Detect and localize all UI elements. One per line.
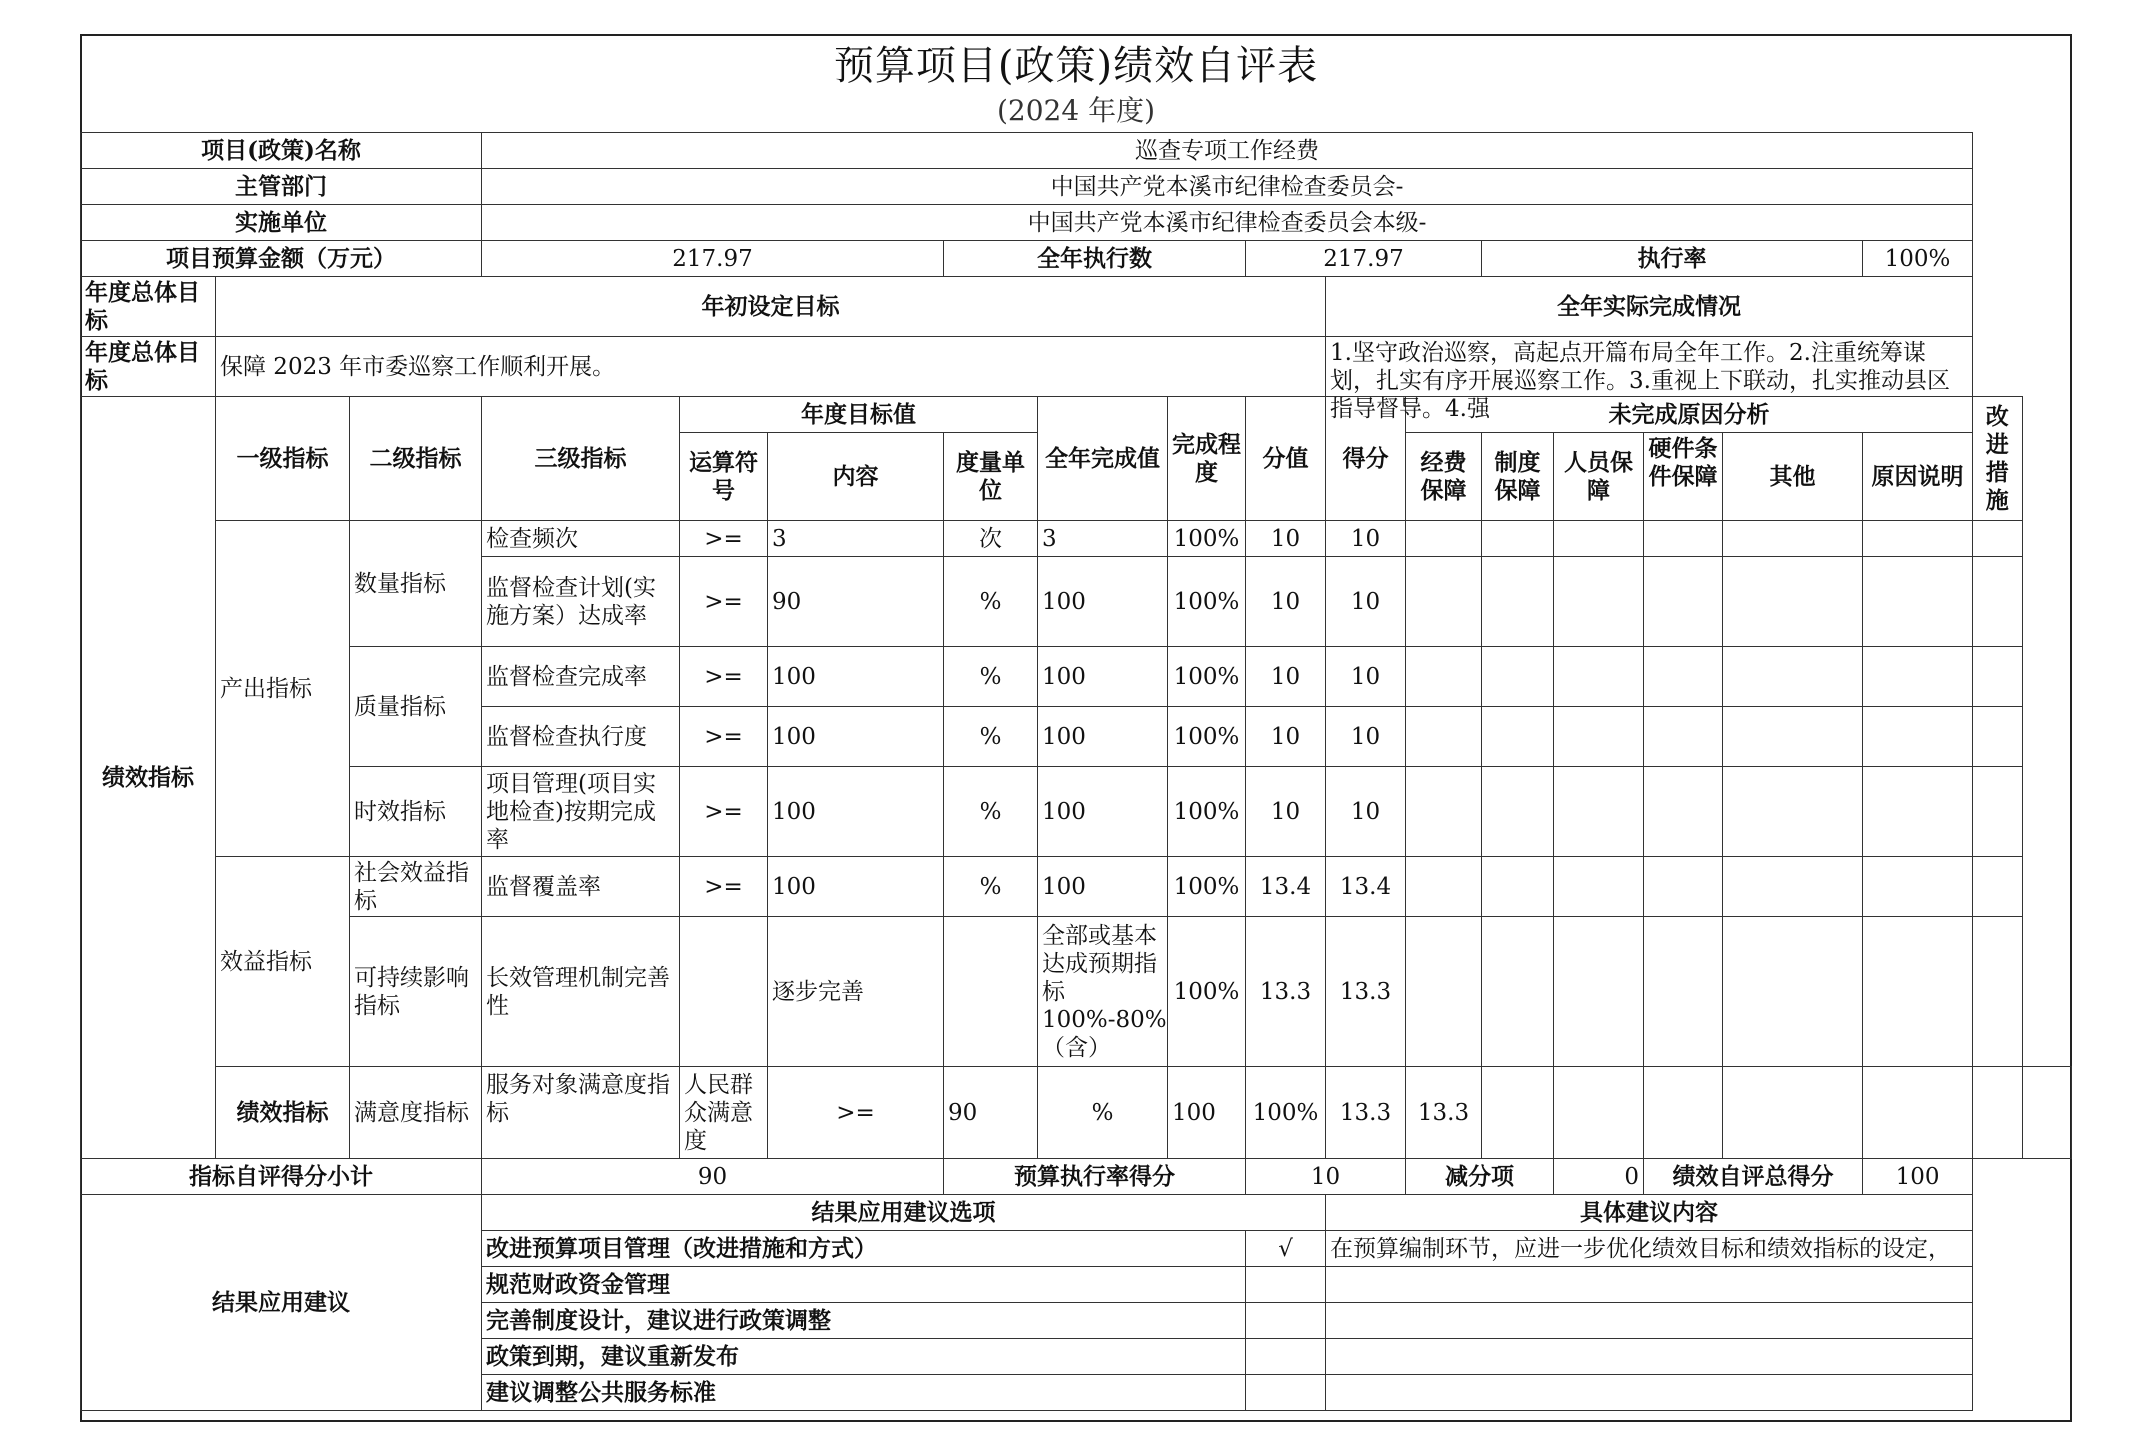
indicator-operator bbox=[680, 917, 768, 1067]
project-name-label: 项目(政策)名称 bbox=[81, 133, 482, 169]
empty-cell bbox=[1863, 647, 1973, 707]
indicator-completion: 100% bbox=[1168, 707, 1246, 767]
empty-cell bbox=[1406, 707, 1482, 767]
indicator-content: 90 bbox=[944, 1067, 1038, 1159]
indicator-content: 逐步完善 bbox=[768, 917, 944, 1067]
indicator-score: 13.3 bbox=[1326, 917, 1406, 1067]
empty-cell bbox=[1554, 767, 1644, 857]
suggestion-detail-header: 具体建议内容 bbox=[1326, 1195, 1973, 1231]
indicator-value: 13.3 bbox=[1326, 1067, 1406, 1159]
empty-cell bbox=[1973, 767, 2022, 857]
budget-score-value: 10 bbox=[1246, 1159, 1406, 1195]
perf-indicator-label-2: 绩效指标 bbox=[216, 1067, 350, 1159]
empty-cell bbox=[1406, 857, 1482, 917]
suggestion-detail: 在预算编制环节，应进一步优化绩效目标和绩效指标的设定， bbox=[1326, 1231, 1973, 1267]
indicator-score: 10 bbox=[1326, 647, 1406, 707]
empty-cell bbox=[1554, 647, 1644, 707]
empty-cell bbox=[1554, 1067, 1644, 1159]
form-year: (2024 年度) bbox=[996, 94, 1155, 127]
indicator-name: 项目管理(项目实地检查)按期完成率 bbox=[486, 770, 656, 853]
indicator-name: 监督检查完成率 bbox=[482, 647, 680, 707]
empty-cell bbox=[1863, 1067, 1973, 1159]
indicator-name-cell bbox=[482, 767, 680, 857]
timeliness-indicator-label: 时效指标 bbox=[350, 767, 482, 857]
benefit-indicator-label: 效益指标 bbox=[216, 857, 350, 1067]
indicator-content: 100 bbox=[768, 707, 944, 767]
indicator-actual: 100 bbox=[1168, 1067, 1246, 1159]
actual-goal-header: 全年实际完成情况 bbox=[1326, 277, 1973, 337]
goal-row-label bbox=[81, 337, 216, 397]
indicator-completion: 100% bbox=[1168, 521, 1246, 557]
actual-goal-text: 1.坚守政治巡察，高起点开篇布局全年工作。2.注重统筹谋划，扎实有序开展巡察工作。3.重视上下联动，扎实推动县区指导督导。4.强 bbox=[1330, 339, 1950, 422]
indicator-actual-cell bbox=[1038, 917, 1168, 1067]
rate-label: 执行率 bbox=[1482, 241, 1863, 277]
reason-hardware-text: 硬件条件保障 bbox=[1648, 434, 1718, 490]
suggestion-detail bbox=[1326, 1375, 1973, 1411]
empty-cell bbox=[1482, 1067, 1554, 1159]
empty-cell bbox=[1973, 647, 2022, 707]
exec-value: 217.97 bbox=[1246, 241, 1482, 277]
empty-cell bbox=[1482, 647, 1554, 707]
reason-staff-header: 人员保障 bbox=[1554, 433, 1644, 521]
empty-cell bbox=[1863, 557, 1973, 647]
unit-header: 度量单位 bbox=[944, 433, 1038, 521]
empty-cell bbox=[1863, 707, 1973, 767]
indicator-value: 13.3 bbox=[1246, 917, 1326, 1067]
empty-cell bbox=[1644, 857, 1723, 917]
empty-cell bbox=[1554, 857, 1644, 917]
indicator-operator: >= bbox=[768, 1067, 944, 1159]
indicator-unit: % bbox=[944, 647, 1038, 707]
empty-cell bbox=[1406, 767, 1482, 857]
indicator-score: 13.4 bbox=[1326, 857, 1406, 917]
indicator-operator: >= bbox=[680, 557, 768, 647]
empty-cell bbox=[1482, 857, 1554, 917]
unit-value: 中国共产党本溪市纪律检查委员会本级- bbox=[482, 205, 1973, 241]
improvement-header: 改进措施 bbox=[1973, 397, 2022, 521]
empty-cell bbox=[1723, 917, 1863, 1067]
service-indicator-cell bbox=[482, 1067, 680, 1159]
indicator-completion: 100% bbox=[1168, 857, 1246, 917]
empty-cell bbox=[1723, 767, 1863, 857]
empty-cell bbox=[1482, 557, 1554, 647]
indicator-actual: 100 bbox=[1038, 647, 1168, 707]
level3-header: 三级指标 bbox=[482, 397, 680, 521]
empty-cell bbox=[1482, 707, 1554, 767]
indicator-completion: 100% bbox=[1168, 557, 1246, 647]
budget-score-label: 预算执行率得分 bbox=[944, 1159, 1246, 1195]
content-header: 内容 bbox=[768, 433, 944, 521]
indicator-score: 10 bbox=[1326, 521, 1406, 557]
satisfaction-indicator-label: 满意度指标 bbox=[350, 1067, 482, 1159]
indicator-score: 10 bbox=[1326, 707, 1406, 767]
indicator-unit: % bbox=[944, 857, 1038, 917]
level2-header: 二级指标 bbox=[350, 397, 482, 521]
empty-cell bbox=[1973, 857, 2022, 917]
empty-cell bbox=[1482, 767, 1554, 857]
indicator-unit: % bbox=[944, 557, 1038, 647]
indicator-value: 13.4 bbox=[1246, 857, 1326, 917]
empty-cell bbox=[1723, 557, 1863, 647]
indicator-value: 10 bbox=[1246, 557, 1326, 647]
goal-header-label bbox=[81, 277, 216, 337]
project-name-value: 巡查专项工作经费 bbox=[482, 133, 1973, 169]
empty-cell bbox=[1644, 917, 1723, 1067]
indicator-value: 10 bbox=[1246, 647, 1326, 707]
deduct-label: 减分项 bbox=[1406, 1159, 1554, 1195]
subtotal-value: 90 bbox=[482, 1159, 944, 1195]
indicator-actual: 100 bbox=[1038, 707, 1168, 767]
indicator-name: 监督检查计划(实施方案）达成率 bbox=[482, 557, 680, 647]
empty-cell bbox=[1973, 521, 2022, 557]
empty-cell bbox=[1973, 917, 2022, 1067]
suggestion-checkbox[interactable] bbox=[1246, 1303, 1326, 1339]
empty-cell bbox=[1644, 647, 1723, 707]
suggestion-option: 完善制度设计，建议进行政策调整 bbox=[482, 1303, 1246, 1339]
empty-cell bbox=[1644, 557, 1723, 647]
indicator-value: 10 bbox=[1246, 767, 1326, 857]
reason-desc-header: 原因说明 bbox=[1863, 433, 1973, 521]
quantity-indicator-label: 数量指标 bbox=[350, 521, 482, 647]
indicator-content: 100 bbox=[768, 767, 944, 857]
reason-system-header: 制度保障 bbox=[1482, 433, 1554, 521]
total-score-label: 绩效自评总得分 bbox=[1644, 1159, 1863, 1195]
reason-analysis-header: 未完成原因分析 bbox=[1406, 397, 1973, 433]
subtotal-label: 指标自评得分小计 bbox=[81, 1159, 482, 1195]
suggestion-options-header: 结果应用建议选项 bbox=[482, 1195, 1326, 1231]
indicator-score: 13.3 bbox=[1406, 1067, 1482, 1159]
suggestion-detail bbox=[1326, 1339, 1973, 1375]
indicator-actual: 3 bbox=[1038, 521, 1168, 557]
indicator-operator: >= bbox=[680, 521, 768, 557]
initial-goal-header: 年初设定目标 bbox=[216, 277, 1326, 337]
form-title-block bbox=[80, 34, 2072, 132]
indicator-value: 10 bbox=[1246, 707, 1326, 767]
indicator-operator: >= bbox=[680, 707, 768, 767]
completion-header: 完成程度 bbox=[1168, 397, 1246, 521]
reason-other-header: 其他 bbox=[1723, 433, 1863, 521]
empty-cell bbox=[1863, 917, 1973, 1067]
suggestion-option: 规范财政资金管理 bbox=[482, 1267, 1246, 1303]
initial-goal-text: 保障 2023 年市委巡察工作顺利开展。 bbox=[216, 337, 1326, 397]
empty-cell bbox=[1723, 1067, 1863, 1159]
score-header: 得分 bbox=[1326, 397, 1406, 521]
social-indicator-label: 社会效益指标 bbox=[354, 859, 469, 914]
indicator-unit: 次 bbox=[944, 521, 1038, 557]
suggestion-section-label: 结果应用建议 bbox=[81, 1195, 482, 1411]
empty-cell bbox=[1644, 707, 1723, 767]
score-value-header: 分值 bbox=[1246, 397, 1326, 521]
empty-cell bbox=[1723, 521, 1863, 557]
empty-cell bbox=[1406, 647, 1482, 707]
indicator-name: 监督覆盖率 bbox=[482, 857, 680, 917]
indicator-completion: 100% bbox=[1246, 1067, 1326, 1159]
indicator-completion: 100% bbox=[1168, 647, 1246, 707]
indicator-completion: 100% bbox=[1168, 917, 1246, 1067]
empty-cell bbox=[1406, 917, 1482, 1067]
empty-cell bbox=[1723, 857, 1863, 917]
output-indicator-label: 产出指标 bbox=[216, 521, 350, 857]
indicator-score: 10 bbox=[1326, 557, 1406, 647]
suggestion-checkbox[interactable] bbox=[1246, 1339, 1326, 1375]
indicator-content: 100 bbox=[768, 647, 944, 707]
suggestion-detail bbox=[1326, 1303, 1973, 1339]
suggestion-checkbox[interactable] bbox=[1246, 1267, 1326, 1303]
indicator-name: 监督检查执行度 bbox=[482, 707, 680, 767]
empty-cell bbox=[1973, 707, 2022, 767]
budget-label: 项目预算金额（万元） bbox=[81, 241, 482, 277]
indicator-name: 长效管理机制完善性 bbox=[482, 917, 680, 1067]
form-title: 预算项目(政策)绩效自评表 bbox=[833, 43, 1319, 89]
empty-cell bbox=[1554, 917, 1644, 1067]
empty-cell bbox=[1554, 521, 1644, 557]
indicator-score: 10 bbox=[1326, 767, 1406, 857]
indicator-name: 检查频次 bbox=[482, 521, 680, 557]
evaluation-table bbox=[80, 132, 2072, 1411]
indicator-actual: 100 bbox=[1038, 767, 1168, 857]
actual-value-header: 全年完成值 bbox=[1038, 397, 1168, 521]
indicator-unit: % bbox=[944, 767, 1038, 857]
perf-indicator-label: 绩效指标 bbox=[81, 397, 216, 1159]
indicator-operator: >= bbox=[680, 857, 768, 917]
sustain-indicator-label: 可持续影响指标 bbox=[350, 917, 482, 1067]
empty-cell bbox=[1482, 917, 1554, 1067]
empty-cell bbox=[1863, 521, 1973, 557]
empty-cell bbox=[2022, 1067, 2071, 1159]
indicator-unit: % bbox=[1038, 1067, 1168, 1159]
indicator-unit: % bbox=[944, 707, 1038, 767]
indicator-operator: >= bbox=[680, 647, 768, 707]
suggestion-option: 政策到期，建议重新发布 bbox=[482, 1339, 1246, 1375]
quality-indicator-label: 质量指标 bbox=[350, 647, 482, 767]
indicator-content: 100 bbox=[768, 857, 944, 917]
empty-cell bbox=[1863, 767, 1973, 857]
empty-cell bbox=[1406, 557, 1482, 647]
operator-header: 运算符号 bbox=[680, 433, 768, 521]
indicator-actual: 100 bbox=[1038, 857, 1168, 917]
dept-label: 主管部门 bbox=[81, 169, 482, 205]
empty-cell bbox=[1406, 521, 1482, 557]
suggestion-checkbox[interactable]: √ bbox=[1246, 1231, 1326, 1267]
reason-funds-header: 经费保障 bbox=[1406, 433, 1482, 521]
empty-cell bbox=[1723, 647, 1863, 707]
goal-header-label-text: 年度总体目标 bbox=[85, 278, 200, 334]
level1-header: 一级指标 bbox=[216, 397, 350, 521]
empty-cell bbox=[1644, 767, 1723, 857]
budget-value: 217.97 bbox=[482, 241, 944, 277]
suggestion-option: 改进预算项目管理（改进措施和方式） bbox=[482, 1231, 1246, 1267]
total-score-value: 100 bbox=[1863, 1159, 1973, 1195]
indicator-content: 3 bbox=[768, 521, 944, 557]
indicator-name: 人民群众满意度 bbox=[680, 1067, 768, 1159]
indicator-content: 90 bbox=[768, 557, 944, 647]
deduct-value: 0 bbox=[1554, 1159, 1644, 1195]
reason-hardware-header bbox=[1644, 433, 1723, 521]
empty-cell bbox=[1554, 707, 1644, 767]
goal-row-label-text: 年度总体目标 bbox=[85, 338, 200, 394]
empty-cell bbox=[1644, 521, 1723, 557]
empty-cell bbox=[1973, 1067, 2022, 1159]
indicator-operator: >= bbox=[680, 767, 768, 857]
empty-cell bbox=[1723, 707, 1863, 767]
indicator-unit bbox=[944, 917, 1038, 1067]
empty-cell bbox=[1482, 521, 1554, 557]
annual-target-header: 年度目标值 bbox=[680, 397, 1038, 433]
suggestion-option: 建议调整公共服务标准 bbox=[482, 1375, 1246, 1411]
dept-value: 中国共产党本溪市纪律检查委员会- bbox=[482, 169, 1973, 205]
exec-label: 全年执行数 bbox=[944, 241, 1246, 277]
indicator-completion: 100% bbox=[1168, 767, 1246, 857]
unit-label: 实施单位 bbox=[81, 205, 482, 241]
indicator-value: 10 bbox=[1246, 521, 1326, 557]
empty-cell bbox=[1863, 857, 1973, 917]
indicator-actual: 全部或基本达成预期指标100%-80%（含） bbox=[1042, 922, 1167, 1061]
suggestion-detail bbox=[1326, 1267, 1973, 1303]
empty-cell bbox=[1644, 1067, 1723, 1159]
service-indicator-label: 服务对象满意度指标 bbox=[486, 1071, 671, 1126]
indicator-actual: 100 bbox=[1038, 557, 1168, 647]
empty-cell bbox=[1554, 557, 1644, 647]
social-indicator-cell bbox=[350, 857, 482, 917]
rate-value: 100% bbox=[1863, 241, 1973, 277]
empty-cell bbox=[1973, 557, 2022, 647]
suggestion-checkbox[interactable] bbox=[1246, 1375, 1326, 1411]
